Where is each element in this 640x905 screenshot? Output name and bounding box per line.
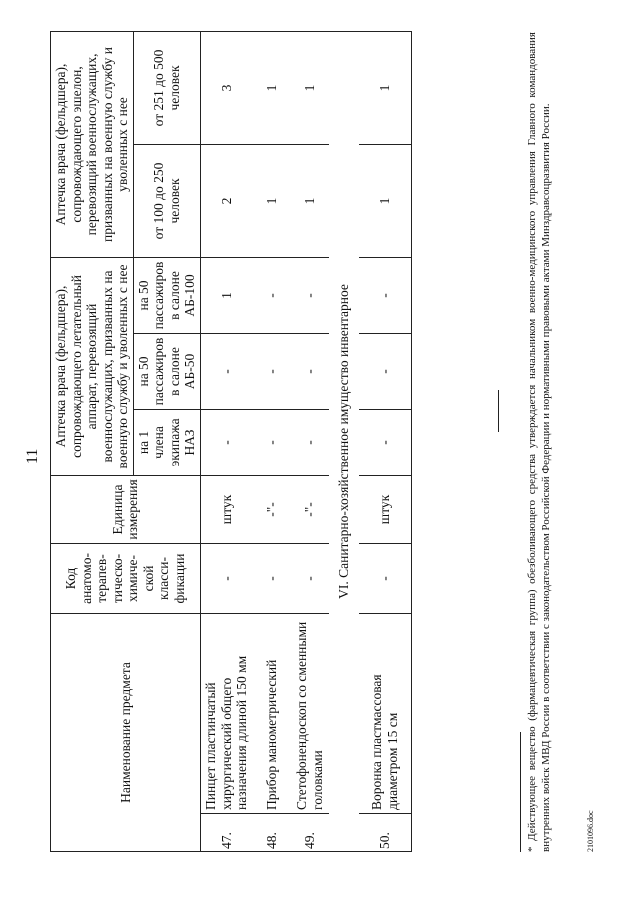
unit-cell: штук [200, 475, 253, 543]
header-aircraft-kit: Аптечка врача (фельдшера), сопровождающего летательный аппарат, перевозящий военнослужащих, призванных на военную службу и уволенных с нее [51, 257, 134, 475]
code-cell: - [359, 543, 412, 613]
header-train-sub: от 100 до 250 человек [133, 144, 200, 257]
table-row [291, 31, 329, 851]
section-row [329, 31, 359, 851]
header-code: Код анатомо-терапев-тическо-химиче-ской класси-фикации [51, 543, 201, 613]
qty-cell: - [253, 333, 291, 409]
qty-cell: 1 [200, 257, 253, 333]
header-unit: Единица измерения [51, 475, 201, 543]
footnote-rule [520, 732, 521, 852]
footnote-text: * Действующее вещество (фармацевтическая группа) обезболивающего средства утверждается начальником военно-медицинского управления Главного командования внутренних войск МВД России в соответствии с законодательством Российской Федерации и нормативными правовыми актами Минздравсоцразвития России. [526, 32, 553, 852]
row-number: 49. [291, 814, 329, 852]
qty-cell: 1 [253, 144, 291, 257]
qty-cell: - [291, 257, 329, 333]
qty-cell: 1 [359, 31, 412, 144]
header-train-kit: Аптечка врача (фельдшера), сопровождающего эшелон, перевозящий военнослужащих, призванных на военную службу и уволенных с нее [51, 31, 134, 257]
header-aircraft-sub: на 50 пассажиров в салоне АБ-50 [133, 333, 200, 409]
header-aircraft-sub: на 1 члена экипажа НАЗ [133, 409, 200, 475]
item-name: Пинцет пластинчатый хирургический общего назначения длиной 150 мм [200, 613, 253, 813]
page-number: 11 [24, 448, 41, 464]
header-train-sub: от 251 до 500 человек [133, 31, 200, 144]
supply-table [50, 31, 412, 852]
qty-cell: - [291, 333, 329, 409]
unit-cell: -"- [253, 475, 291, 543]
section-title: VI. Санитарно-хозяйственное имущество инвентарное [329, 31, 359, 851]
qty-cell: 1 [291, 31, 329, 144]
qty-cell: - [359, 333, 412, 409]
qty-cell: - [359, 257, 412, 333]
qty-cell: 2 [200, 144, 253, 257]
row-number: 50. [359, 814, 412, 852]
rotated-page [20, 12, 620, 892]
footnote [520, 32, 554, 852]
qty-cell: - [291, 409, 329, 475]
unit-cell: штук [359, 475, 412, 543]
item-name: Воронка пластмассовая диаметром 15 см [359, 613, 412, 813]
code-cell: - [200, 543, 253, 613]
qty-cell: - [253, 409, 291, 475]
table-row [359, 31, 412, 851]
item-name: Прибор манометрический [253, 613, 291, 813]
qty-cell: - [200, 333, 253, 409]
table-row [200, 31, 253, 851]
qty-cell: - [253, 257, 291, 333]
qty-cell: - [200, 409, 253, 475]
qty-cell: 1 [291, 144, 329, 257]
row-number: 47. [200, 814, 253, 852]
document-id: 2101096.doc [586, 810, 595, 852]
separator-line [498, 390, 499, 432]
qty-cell: 1 [253, 31, 291, 144]
qty-cell: - [359, 409, 412, 475]
header-name: Наименование предмета [51, 613, 201, 851]
item-name: Стетофонендоскоп со сменными головками [291, 613, 329, 813]
table-row [253, 31, 291, 851]
code-cell: - [253, 543, 291, 613]
code-cell: - [291, 543, 329, 613]
row-number: 48. [253, 814, 291, 852]
unit-cell: -"- [291, 475, 329, 543]
header-aircraft-sub: на 50 пассажиров в салоне АБ-100 [133, 257, 200, 333]
qty-cell: 1 [359, 144, 412, 257]
qty-cell: 3 [200, 31, 253, 144]
